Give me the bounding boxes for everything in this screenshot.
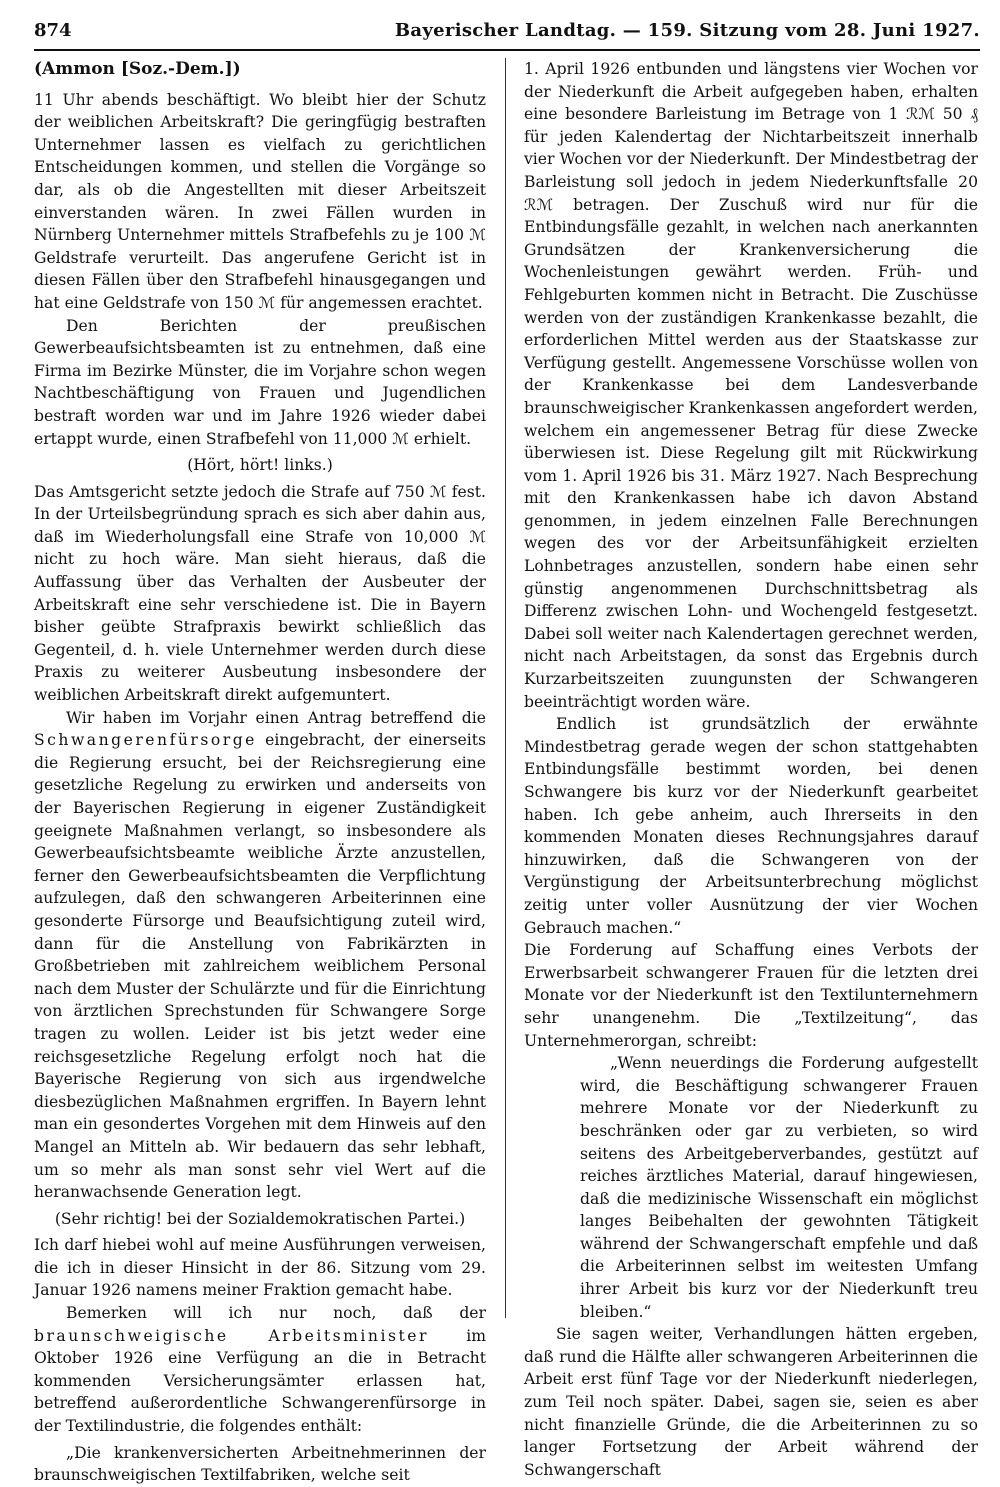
paragraph	[34, 707, 486, 1204]
text-run: Bemerken will ich nur noch, daß der	[66, 1304, 486, 1323]
speaker-label: (Ammon [Soz.-Dem.])	[34, 59, 241, 79]
text-run: eingebracht, der einerseits die Regierung ersucht, bei der Reichsregierung eine gesetzliche Regelung zu erwirken und anderseits von der Bayerischen Regierung in eigener Zuständigkeit geeignete Maßnahmen verlangt, so insbesondere als Gewerbeaufsichtsbeamte weibliche Ärzte anzustellen, ferner den Gewerbeaufsichtsbeamten die Verpflichtung aufzulegen, daß den schwangeren Arbeiterinnen eine gesonderte Fürsorge und Beaufsichtigung zuteil wird, dann für die Anstellung von Fabrikärzten in Großbetrieben mit zahlreichem weiblichem Personal nach dem Muster der Schulärzte und für die Einrichtung von ärztlichen Sprechstunden für Schwangere Sorge tragen zu wollen. Leider ist bis jetzt weder eine reichsgesetzliche Regelung erfolgt noch hat die Bayerische Regierung von sich aus irgendwelche diesbezüglichen Maßnahmen ergriffen. In Bayern lehnt man ein gesondertes Vorgehen mit dem Hinweis auf den Mangel an Mitteln ab. Wir bedauern das sehr lebhaft, um so mehr als man sonst sehr viel Wert auf die heranwachsende Generation legt.	[34, 731, 486, 1202]
column-divider	[505, 58, 506, 1318]
paragraph: Ich darf hiebei wohl auf meine Ausführungen verweisen, die ich in dieser Hinsicht in der 86. Sitzung vom 29. Januar 1926 namens meiner Fraktion gemacht habe.	[34, 1236, 486, 1300]
paragraph: Die Forderung auf Schaffung eines Verbots der Erwerbsarbeit schwangerer Frauen für die letzten drei Monate vor der Niederkunft ist den Textilunternehmern sehr unangenehm. Die „Textilzeitung“, das Unternehmerorgan, schreibt:	[524, 941, 978, 1050]
header-rule	[34, 49, 980, 51]
paragraph: Endlich ist grundsätzlich der erwähnte Mindestbetrag gerade wegen der schon stattgehabten Entbindungsfälle bestimmt worden, bei denen Schwangere bis kurz vor der Niederkunft gearbeitet haben. Ich gebe anheim, auch Ihrerseits in den kommenden Monaten dieses Rechnungsjahres darauf hinzuwirken, daß die Schwangeren von der Vergünstigung der Arbeitsunterbrechung möglichst zeitig unter voller Ausnützung der vier Wochen Gebrauch machen.“	[524, 715, 978, 937]
emphasized-term: braunschweigische Arbeitsminister	[34, 1326, 429, 1345]
left-column	[34, 58, 486, 1487]
page-number: 874	[34, 20, 72, 41]
quote-start: „Die krankenversicherten Arbeitnehmerinnen der braunschweigischen Textilfabriken, welche seit	[34, 1443, 486, 1485]
paragraph: 11 Uhr abends beschäftigt. Wo bleibt hier der Schutz der weiblichen Arbeitskraft? Die geringfügig bestraften Unternehmer lassen es vielfach zu gerichtlichen Entscheidungen kommen, und stellen die Vorgänge so dar, als ob die Angestellten mit dieser Arbeitszeit einverstanden wären. In zwei Fällen wurden in Nürnberg Unternehmer mittels Strafbefehls zu je 100 ℳ Geldstrafe verurteilt. Das angerufene Gericht ist in diesen Fällen über den Strafbefehl hinausgegangen und hat eine Geldstrafe von 150 ℳ für angemessen erachtet.	[34, 90, 486, 312]
interjection: (Sehr richtig! bei der Sozialdemokratischen Partei.)	[54, 1209, 466, 1228]
interjection: (Hört, hört! links.)	[187, 456, 333, 475]
running-head: Bayerischer Landtag. — 159. Sitzung vom 28. Juni 1927.	[394, 20, 980, 41]
paragraph: Das Amtsgericht setzte jedoch die Strafe auf 750 ℳ fest. In der Urteilsbegründung sprach es sich aber dahin aus, daß im Wiederholungsfall eine Strafe von 10,000 ℳ nicht zu hoch wäre. Man sieht hieraus, daß die Auffassung über das Verhalten der Ausbeuter der Arbeitskraft eine sehr verschiedene ist. Die in Bayern bisher geübte Strafpraxis bewirkt schließlich das Gegenteil, d. h. viele Unternehmer werden durch diese Praxis zu weiterer Ausbeutung insbesondere der weiblichen Arbeitskraft direkt aufgemuntert.	[34, 482, 486, 705]
text-run: im Oktober 1926 eine Verfügung an die in Betracht kommenden Versicherungsämter erlassen hat, betreffend außerordentliche Schwangerenfürsorge in der Textilindustrie, die folgendes enthält:	[34, 1326, 486, 1436]
text-run: Wir haben im Vorjahr einen Antrag betreffend die	[66, 708, 486, 727]
block-quote: „Wenn neuerdings die Forderung aufgestellt wird, die Beschäftigung schwangerer Frauen mehrere Monate vor der Niederkunft zu beschränken oder gar zu verbieten, so wird seitens des Arbeitgeberverbandes, gestützt auf reiches ärztliches Material, darauf hingewiesen, daß die medizinische Wissenschaft ein möglichst langes Beibehalten der gewohnten Tätigkeit während der Schwangerschaft empfehle und daß die Arbeiterinnen selbst im weitesten Umfang ihrer Arbeit bis kurz vor der Niederkunft treu bleiben.“	[580, 1054, 978, 1321]
emphasized-term: Schwangerenfürsorge	[34, 731, 257, 750]
paragraph	[34, 1302, 486, 1438]
paragraph: Den Berichten der preußischen Gewerbeaufsichtsbeamten ist zu entnehmen, daß eine Firma im Bezirke Münster, die im Vorjahre schon wegen Nachtbeschäftigung von Frauen und Jugendlichen bestraft worden war und im Jahre 1926 wieder dabei ertappt wurde, einen Strafbefehl von 11,000 ℳ erhielt.	[34, 316, 486, 448]
right-column	[524, 58, 978, 1481]
paragraph: Sie sagen weiter, Verhandlungen hätten ergeben, daß rund die Hälfte aller schwangeren Arbeiterinnen die Arbeit erst fünf Tage vor der Niederkunft niederlegen, zum Teil noch später. Dabei, sagen sie, seien es aber nicht finanzielle Gründe, die die Arbeiterinnen zu so langer Fortsetzung der Arbeit während der Schwangerschaft	[524, 1325, 978, 1479]
paragraph: 1. April 1926 entbunden und längstens vier Wochen vor der Niederkunft die Arbeit aufgegeben haben, erhalten eine besondere Barleistung im Betrage von 1 ℛℳ 50 ₰ für jeden Kalendertag der Nichtarbeitszeit innerhalb vier Wochen vor der Niederkunft. Der Mindestbetrag der Barleistung soll jedoch in jedem Niederkunftsfalle 20 ℛℳ betragen. Der Zuschuß wird nur für die Entbindungsfälle gezahlt, in welchen nach anerkannten Grundsätzen der Krankenversicherung die Wochenleistungen gewährt werden. Früh- und Fehlgeburten kommen nicht in Betracht. Die Zuschüsse werden von der zuständigen Krankenkasse bezahlt, die erforderlichen Mittel werden aus der Staatskasse zur Verfügung gestellt. Angemessene Vorschüsse wollen von der Krankenkasse bei dem Landesverbande braunschweigischer Krankenkassen angefordert werden, welchem ein angemessener Betrag für diese Zwecke überwiesen ist. Diese Regelung gilt mit Rückwirkung vom 1. April 1926 bis 31. März 1927. Nach Besprechung mit den Krankenkassen habe ich davon Abstand genommen, in jedem einzelnen Falle Berechnungen wegen des vor der Arbeitsunfähigkeit erzielten Lohnbetrages anzustellen, sondern habe einen sehr günstig angenommenen Durchschnittsbetrag als Differenz zwischen Lohn- und Wochengeld festgesetzt. Dabei soll weiter nach Kalendertagen gerechnet werden, nicht nach Arbeitstagen, da sonst das Ergebnis durch Kurzarbeitszeiten zuungunsten der Schwangeren beeinträchtigt worden wäre.	[524, 60, 978, 711]
page-header	[34, 20, 980, 48]
